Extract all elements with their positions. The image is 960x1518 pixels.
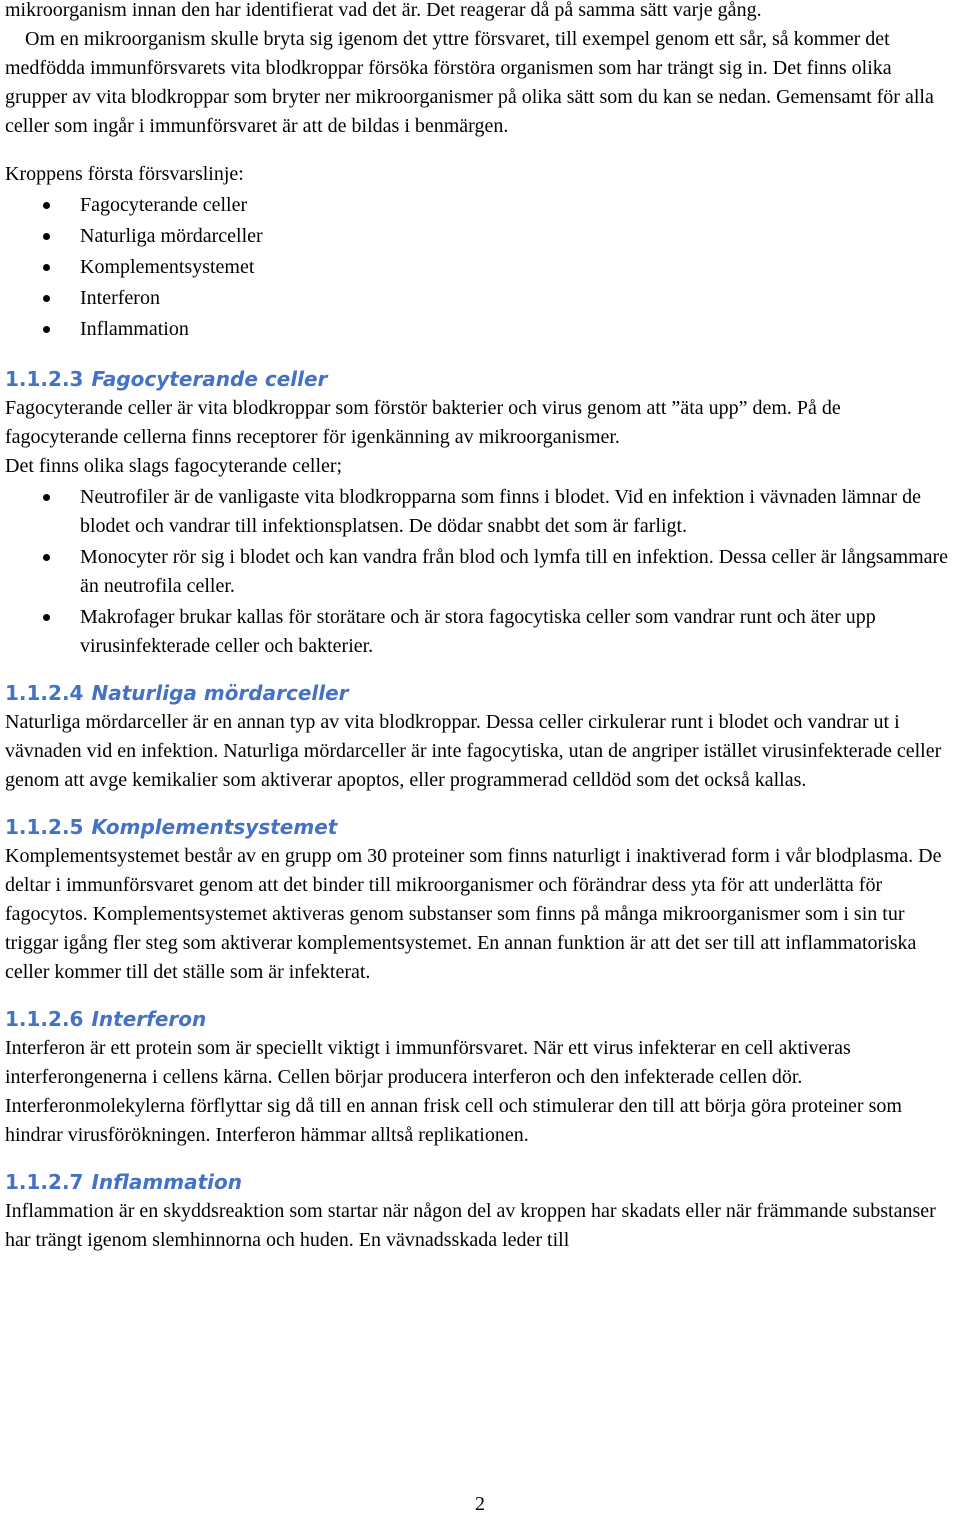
spacer <box>5 987 955 1005</box>
section-heading-fagocyterande <box>5 365 955 394</box>
list-item: Interferon <box>5 283 955 314</box>
section-heading-interferon <box>5 1005 955 1034</box>
list-item: Naturliga mördarceller <box>5 221 955 252</box>
section-paragraph: Interferon är ett protein som är speciellt viktigt i immunförsvaret. När ett virus infekterar en cell aktiveras interferongenerna i cellens kärna. Cellen börjar producera interferon och den infekterade cellen dör. Interferonmolekylerna förflyttar sig då till en annan frisk cell och stimulerar den till att börja göra proteiner som hindrar virusförökningen. Interferon hämmar alltså replikationen. <box>5 1037 902 1146</box>
section-paragraph: Fagocyterande celler är vita blodkroppar som förstör bakterier och virus genom att ”äta upp” dem. På de fagocyterande cellerna finns receptorer för igenkänning av mikroorganismer. <box>5 397 841 448</box>
spacer <box>5 661 955 679</box>
list-item: Neutrofiler är de vanligaste vita blodkropparna som finns i blodet. Vid en infektion i vävnaden lämnar de blodet och vandrar till infektionsplatsen. De dödar snabbt det som är farligt. <box>5 483 955 541</box>
section-paragraph: Inflammation är en skyddsreaktion som startar när någon del av kroppen har skadats eller när främmande substanser har trängt igenom slemhinnorna och huden. En vävnadsskada leder till <box>5 1200 936 1251</box>
section-title: Naturliga mördarceller <box>91 681 349 705</box>
document-page <box>5 0 955 1255</box>
section-title: Fagocyterande celler <box>91 367 328 391</box>
section-paragraph: Det finns olika slags fagocyterande celler; <box>5 455 343 477</box>
first-line-list <box>5 190 955 345</box>
section-heading-inflammation <box>5 1168 955 1197</box>
section-number: 1.1.2.6 <box>5 1007 84 1031</box>
spacer <box>5 141 955 159</box>
intro-paragraph-1: mikroorganism innan den har identifierat vad det är. Det reagerar då på samma sätt varje gång. <box>5 0 762 21</box>
list-item: Fagocyterande celler <box>5 190 955 221</box>
section-title: Komplementsystemet <box>91 815 338 839</box>
list-item: Monocyter rör sig i blodet och kan vandra från blod och lymfa till en infektion. Dessa celler är långsammare än neutrofila celler. <box>5 543 955 601</box>
section-number: 1.1.2.7 <box>5 1170 84 1194</box>
section-number: 1.1.2.5 <box>5 815 84 839</box>
section-paragraph: Naturliga mördarceller är en annan typ av vita blodkroppar. Dessa celler cirkulerar runt i blodet och vandrar ut i vävnaden vid en infektion. Naturliga mördarceller är inte fagocytiska, utan de angriper istället virusinfekterade celler genom att avge kemikalier som aktiverar apoptos, eller programmerad celldöd som det också kallas. <box>5 711 942 791</box>
first-line-heading: Kroppens första försvarslinje: <box>5 163 244 185</box>
section-heading-komplement <box>5 813 955 842</box>
list-item: Komplementsystemet <box>5 252 955 283</box>
spacer <box>5 795 955 813</box>
section-title: Inflammation <box>91 1170 242 1194</box>
spacer <box>5 345 955 365</box>
spacer <box>5 1150 955 1168</box>
section-paragraph: Komplementsystemet består av en grupp om 30 proteiner som finns naturligt i inaktiverad form i vår blodplasma. De deltar i immunförsvaret genom att det binder till mikroorganismer och förändrar dess yta för att underlätta för fagocytos. Komplementsystemet aktiveras genom substanser som finns på många mikroorganismer som i sin tur triggar igång fler steg som aktiverar komplementsystemet. En annan funktion är att det ser till att inflammatoriska celler kommer till det ställe som är infekterat. <box>5 845 942 983</box>
section-number: 1.1.2.3 <box>5 367 84 391</box>
section-title: Interferon <box>91 1007 207 1031</box>
list-item: Inflammation <box>5 314 955 345</box>
list-item: Makrofager brukar kallas för storätare och är stora fagocytiska celler som vandrar runt och äter upp virusinfekterade celler och bakterier. <box>5 603 955 661</box>
page-number: 2 <box>475 1493 485 1515</box>
section-heading-nk <box>5 679 955 708</box>
section-number: 1.1.2.4 <box>5 681 84 705</box>
fagocyt-list <box>5 483 955 661</box>
intro-paragraph-2: Om en mikroorganism skulle bryta sig igenom det yttre försvaret, till exempel genom ett sår, så kommer det medfödda immunförsvarets vita blodkroppar försöka förstöra organismen som har trängt sig in. Det finns olika grupper av vita blodkroppar som bryter ner mikroorganismer på olika sätt som du kan se nedan. Gemensamt för alla celler som ingår i immunförsvaret är att de bildas i benmärgen. <box>5 28 934 137</box>
